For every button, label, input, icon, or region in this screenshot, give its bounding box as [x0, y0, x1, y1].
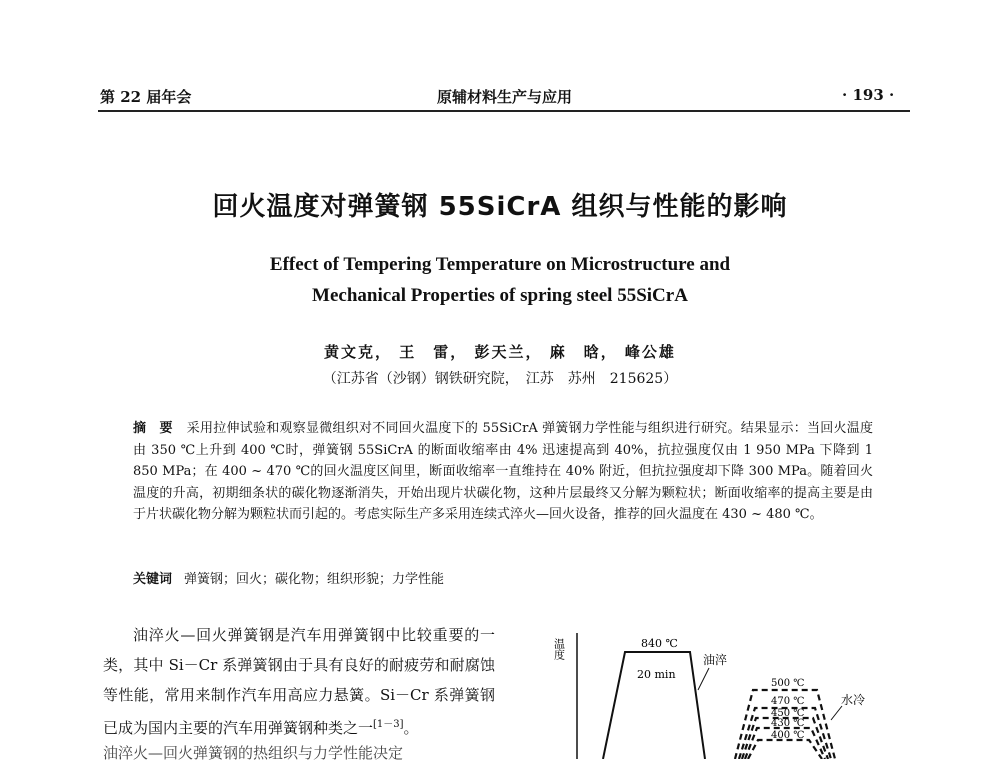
temper-temp-400: 400 ℃: [771, 730, 805, 741]
oil-quench-label: 油淬: [703, 653, 728, 667]
body-paragraph-text: 油淬火—回火弹簧钢是汽车用弹簧钢中比较重要的一类，其中 Si－Cr 系弹簧钢由于具有良好的耐疲劳和耐腐蚀等性能，常用来制作汽车用高应力悬簧。Si－Cr 系弹簧钢已成为国内主要的汽车用弹簧钢种类之一: [103, 626, 495, 737]
keywords: [133, 568, 444, 587]
temper-line-400: [748, 740, 822, 759]
body-paragraph: [103, 620, 495, 743]
quench-temp-label: 840 ℃: [641, 637, 678, 650]
running-header-left: 第 22 届年会: [100, 88, 192, 106]
y-axis-label: 温度: [552, 638, 566, 660]
abstract-text: 采用拉伸试验和观察显微组织对不同回火温度下的 55SiCrA 弹簧钢力学性能与组织进行研究。结果显示：当回火温度由 350 ℃上升到 400 ℃时，弹簧钢 55SiCrA 的断面收缩率由 4% 迅速提高到 40%，抗拉强度仅由 1 950 MPa 下降到 1 850 MPa；在 400 ~ 470 ℃的回火温度区间里，断面收缩率一直维持在 40% 附近，但抗拉强度却下降 300 MPa。随着回火温度的升高，初期细条状的碳化物逐渐消失，开始出现片状碳化物，这种片层最终又分解为颗粒状；断面收缩率的提高主要是由于片状碳化物分解为颗粒状而引起的。考虑实际生产多采用连续式淬火—回火设备，推荐的回火温度在 430 ~ 480 ℃。: [133, 421, 873, 522]
header-rule: [98, 110, 910, 112]
oil-label-pointer: [698, 668, 709, 690]
temper-temp-430: 430 ℃: [771, 718, 805, 729]
title-english-line-1: Effect of Tempering Temperature on Microstructure and: [269, 254, 731, 275]
water-label-pointer: [831, 706, 842, 720]
temper-temp-500: 500 ℃: [771, 678, 805, 689]
keywords-label: 关键词: [133, 572, 173, 587]
hold-time-label: 20 min: [637, 668, 676, 681]
heat-treatment-diagram: [545, 628, 885, 759]
temper-temp-470: 470 ℃: [771, 696, 805, 707]
running-header-center: 原辅材料生产与应用: [437, 88, 573, 106]
page-number: · 193 ·: [842, 86, 895, 104]
body-period: 。: [403, 719, 419, 737]
keywords-text: 弹簧钢；回火；碳化物；组织形貌；力学性能: [184, 572, 445, 587]
citation: [1－3]: [373, 719, 404, 730]
authors: 黄文克， 王 雷， 彭天兰， 麻 晗， 峰公雄: [324, 343, 676, 361]
water-cool-label: 水冷: [841, 693, 866, 707]
abstract: [133, 418, 873, 526]
body-next-line: 油淬火—回火弹簧钢的热组织与力学性能决定: [103, 744, 404, 762]
title-english-line-2: Mechanical Properties of spring steel 55SiCrA: [312, 285, 688, 306]
title-chinese: 回火温度对弹簧钢 55SiCrA 组织与性能的影响: [212, 192, 788, 222]
temper-temp-450: 450 ℃: [771, 708, 805, 719]
affiliation: （江苏省（沙钢）钢铁研究院， 江苏 苏州 215625）: [322, 371, 678, 387]
abstract-label: 摘 要: [133, 421, 173, 436]
